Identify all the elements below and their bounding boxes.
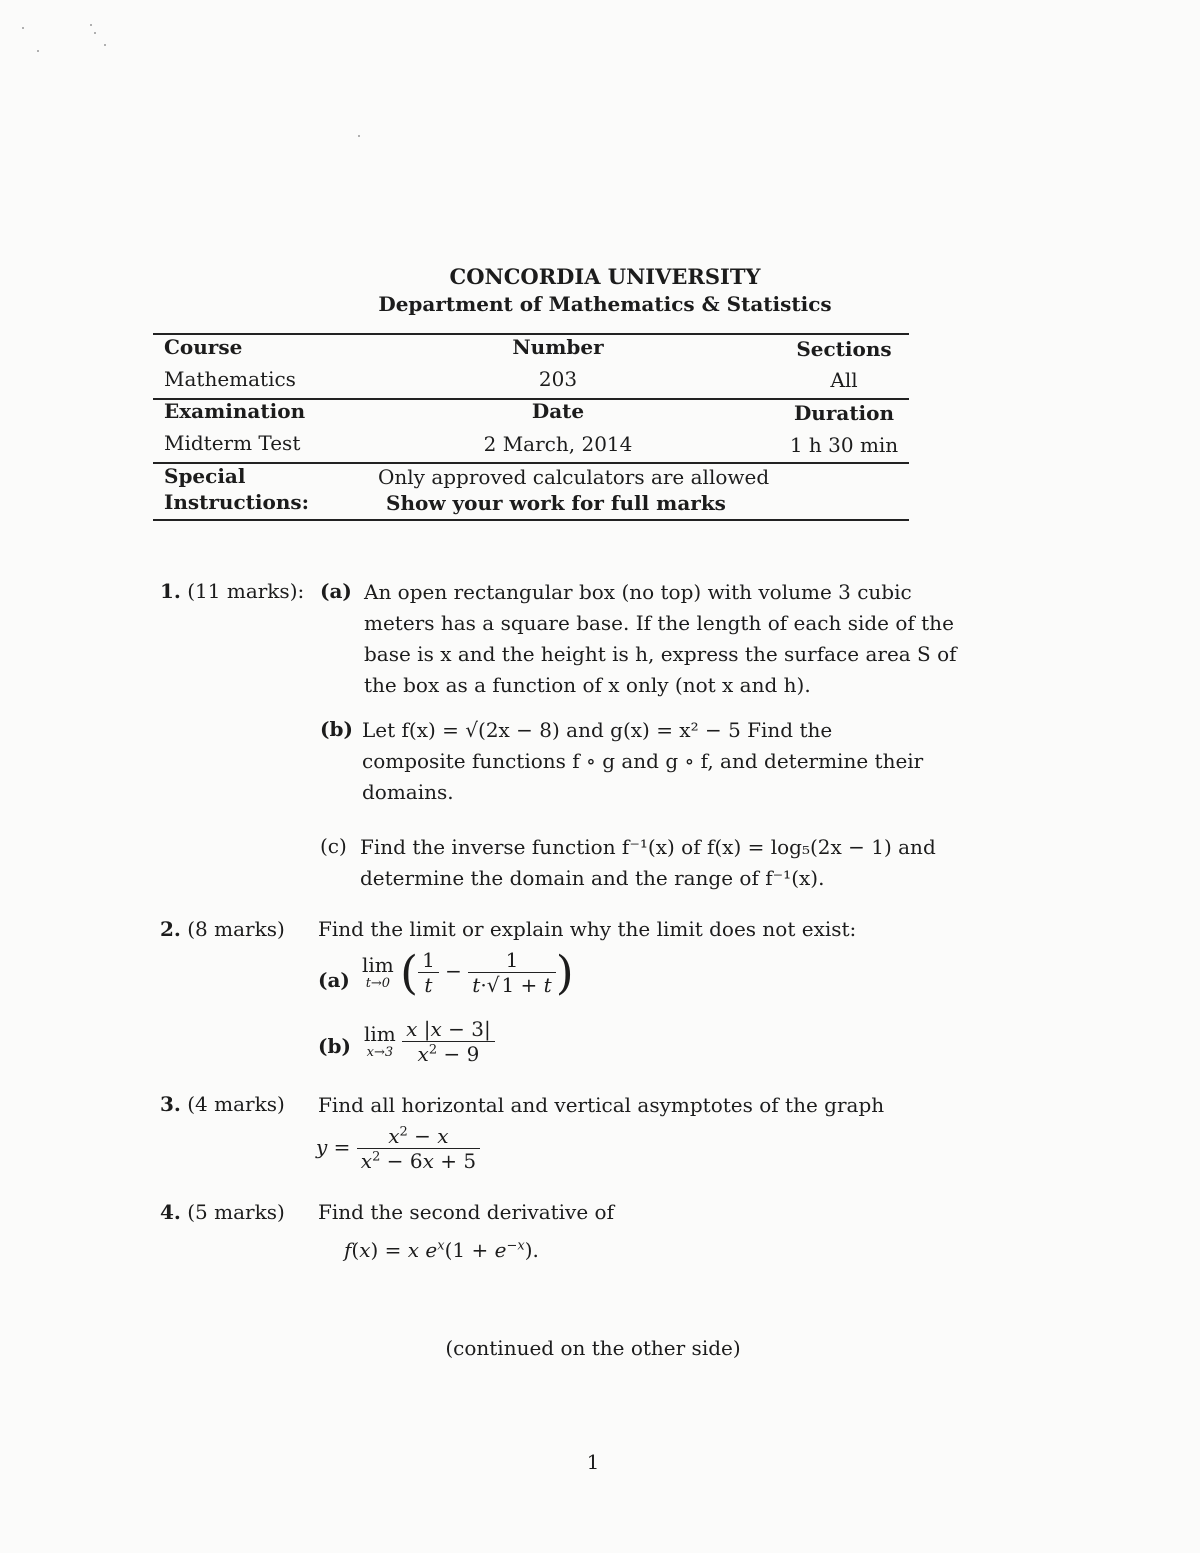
question-1a-label: (a) bbox=[320, 579, 352, 603]
question-1a-text: An open rectangular box (no top) with volume 3 cubic meters has a square base. If the length of each side of the base is x and the height is h, express the surface area S of the box as a function of x only (not x and h). bbox=[364, 580, 957, 697]
department-title: Department of Mathematics & Statistics bbox=[378, 292, 832, 316]
examination-header: Examination bbox=[164, 399, 306, 423]
question-3-number: 3. bbox=[160, 1092, 181, 1116]
instructions-label: Instructions: bbox=[164, 490, 310, 514]
limit-expression-a: lim t→0 ( $\frac{1}{t}$ − $\frac{1}{t\cdot√ 1 + t}$ ) bbox=[362, 945, 574, 1000]
table-rule-bottom bbox=[153, 519, 909, 521]
university-title: CONCORDIA UNIVERSITY bbox=[449, 264, 761, 289]
question-3-marks: (4 marks) bbox=[187, 1092, 285, 1116]
question-2-marks: (8 marks) bbox=[187, 917, 285, 941]
sections-header: Sections bbox=[796, 337, 892, 361]
date-value: 2 March, 2014 bbox=[483, 432, 633, 456]
date-header: Date bbox=[531, 399, 585, 423]
limit-expression-b: lim x→3 $\frac{x |x - 3|}{x^2 - 9}$ bbox=[364, 1017, 495, 1066]
question-2-prompt: Find the limit or explain why the limit does not exist: bbox=[318, 917, 857, 941]
question-2b-label: (b) bbox=[318, 1034, 351, 1058]
question-1-heading bbox=[160, 579, 304, 603]
course-header: Course bbox=[164, 335, 243, 359]
question-1-marks: (11 marks): bbox=[187, 579, 305, 603]
instruction-show-work: Show your work for full marks bbox=[386, 491, 726, 515]
question-2a-label: (a) bbox=[318, 968, 350, 992]
question-4-marks: (5 marks) bbox=[187, 1200, 285, 1224]
examination-value: Midterm Test bbox=[164, 431, 301, 455]
derivative-function: f(x) = x $e^x(1 + e^{-x})$. bbox=[344, 1238, 539, 1262]
question-1c-label: (c) bbox=[320, 834, 347, 858]
special-label: Special bbox=[164, 464, 246, 488]
number-header: Number bbox=[512, 335, 604, 359]
duration-header: Duration bbox=[793, 401, 895, 425]
question-1c-text: Find the inverse function f⁻¹(x) of f(x) = log₅(2x − 1) and determine the domain and the range of f⁻¹(x). bbox=[360, 835, 936, 890]
question-3-prompt: Find all horizontal and vertical asymptotes of the graph bbox=[318, 1093, 885, 1117]
question-1b-label: (b) bbox=[320, 717, 353, 741]
course-value: Mathematics bbox=[164, 367, 296, 391]
question-4-number: 4. bbox=[160, 1200, 181, 1224]
question-4-prompt: Find the second derivative of bbox=[318, 1200, 614, 1224]
question-2-heading bbox=[160, 917, 285, 941]
duration-value: 1 h 30 min bbox=[789, 433, 899, 457]
question-3-heading bbox=[160, 1092, 285, 1116]
table-rule-3 bbox=[153, 462, 909, 464]
continued-note: (continued on the other side) bbox=[445, 1336, 741, 1360]
asymptote-function: y = $\frac{x^2 - x}{x^2 - 6x + 5}$ bbox=[316, 1124, 480, 1173]
question-1-number: 1. bbox=[160, 579, 181, 603]
page-number: 1 bbox=[586, 1450, 600, 1474]
instruction-calculators: Only approved calculators are allowed bbox=[378, 465, 770, 489]
sections-value: All bbox=[830, 368, 858, 392]
number-value: 203 bbox=[538, 367, 578, 391]
question-2-number: 2. bbox=[160, 917, 181, 941]
question-4-heading bbox=[160, 1200, 285, 1224]
question-1b-text: Let f(x) = √(2x − 8) and g(x) = x² − 5 Find the composite functions f ∘ g and g ∘ f, and determine their domains. bbox=[362, 718, 924, 804]
